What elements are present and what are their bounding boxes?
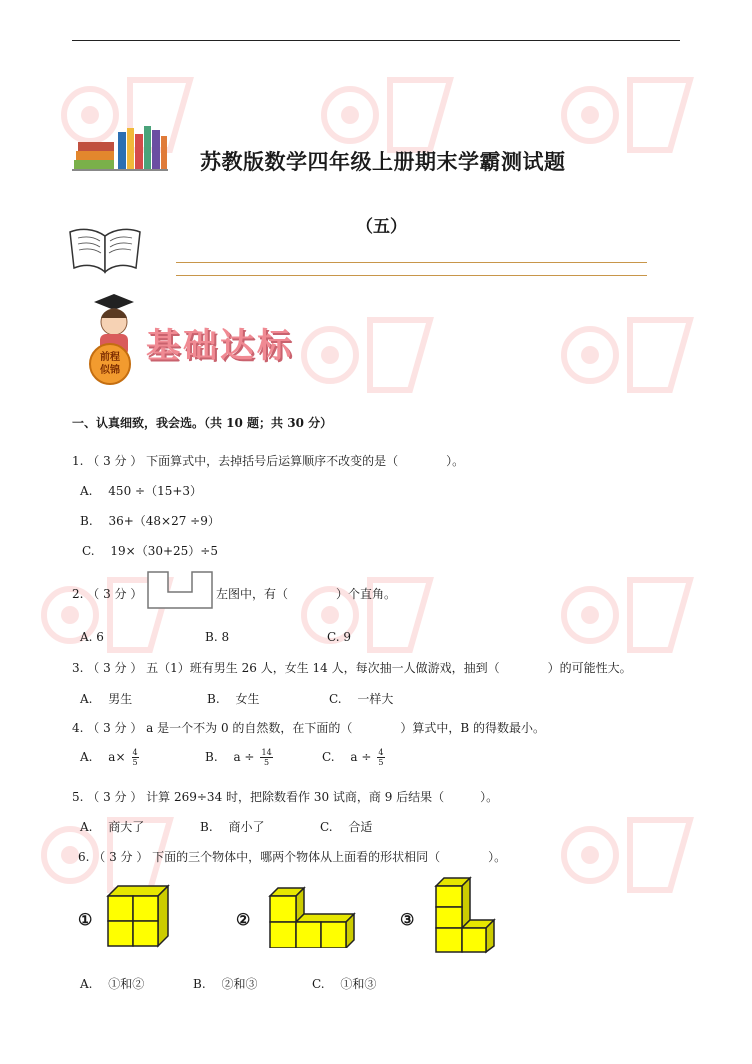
question-1-stem: 1. （ 3 分 ） 下面算式中，去掉括号后运算顺序不改变的是（ ）。: [72, 454, 465, 468]
student-mascot-icon: [74, 292, 146, 388]
question-2-stem-start: 2. （ 3 分 ）: [72, 587, 143, 601]
question-2-stem-end: 左图中，有（ ）个直角。: [216, 587, 397, 601]
section-heading: 一、认真细致，我会选。（共 10 题；共 30 分）: [72, 416, 333, 430]
question-1-option-a: A. 450 ÷（15+3）: [80, 484, 203, 498]
question-2-option-a: A. 6: [80, 630, 104, 644]
title-rule-bottom: [176, 275, 647, 276]
fraction: [260, 748, 272, 767]
fraction: [377, 748, 384, 767]
watermark-logo-icon: [560, 60, 710, 170]
watermark-logo-icon: [560, 560, 710, 670]
watermark-logo-icon: [300, 300, 450, 410]
question-3-option-c: C. 一样大: [329, 692, 394, 706]
question-5-option-b: B. 商小了: [200, 820, 265, 834]
title-rule-top: [176, 262, 647, 263]
question-5-stem: 5. （ 3 分 ） 计算 269÷34 时，把除数看作 30 试商，商 9 后结果（ ）。: [72, 790, 499, 804]
top-rule: [72, 40, 680, 41]
badge-tag-line1: 前程: [100, 352, 120, 363]
cube-figure-3: [432, 876, 496, 954]
fraction-numerator: 4: [378, 748, 384, 757]
question-3-stem: 3. （ 3 分 ） 五（1）班有男生 26 人，女生 14 人，每次抽一人做游戏，抽到（ ）的可能性大。: [72, 661, 632, 675]
figure-label-1: ①: [78, 910, 93, 929]
question-4-stem: 4. （ 3 分 ） a 是一个不为 0 的自然数，在下面的（ ）算式中，B 的得数最小。: [72, 721, 546, 735]
question-1-option-b: B. 36+（48×27 ÷9）: [80, 514, 220, 528]
badge-tag-line2: 似锦: [100, 365, 120, 376]
question-5-option-a: A. 商大了: [80, 820, 145, 834]
cube-figure-1: [106, 884, 170, 948]
watermark-logo-icon: [300, 560, 450, 670]
question-2-option-b: B. 8: [205, 630, 230, 644]
question-2-figure: [146, 570, 214, 610]
question-4-option-b-label: B. a ÷: [205, 750, 255, 764]
watermark-logo-icon: [560, 800, 710, 910]
question-4-option-b: [205, 748, 273, 767]
question-4-option-c: [322, 748, 385, 767]
fraction-denominator: 5: [264, 758, 270, 767]
fraction-denominator: 5: [378, 758, 384, 767]
question-4-option-c-label: C. a ÷: [322, 750, 372, 764]
question-6-stem: 6. （ 3 分 ） 下面的三个物体中，哪两个物体从上面看的形状相同（ ）。: [78, 850, 507, 864]
fraction-numerator: 4: [132, 748, 138, 757]
question-6-option-c: C. ①和③: [312, 977, 377, 991]
cube-figure-2: [264, 884, 356, 948]
question-6-option-b: B. ②和③: [193, 977, 258, 991]
question-4-option-a-label: A. a×: [80, 750, 126, 764]
question-4-option-a: [80, 748, 139, 767]
page-subtitle: （五）: [356, 217, 407, 237]
badge-heading: 基础达标: [146, 326, 294, 366]
question-3-option-b: B. 女生: [207, 692, 260, 706]
question-5-option-c: C. 合适: [320, 820, 373, 834]
fraction-numerator: 14: [261, 748, 272, 757]
question-2-option-c: C. 9: [327, 630, 352, 644]
fraction: [132, 748, 139, 767]
question-6-option-a: A. ①和②: [80, 977, 145, 991]
question-1-option-c: C. 19×（30+25）÷5: [82, 544, 218, 558]
open-book-icon: [66, 222, 144, 278]
page-title: 苏教版数学四年级上册期末学霸测试题: [200, 149, 566, 174]
question-3-option-a: A. 男生: [80, 692, 133, 706]
fraction-denominator: 5: [132, 758, 138, 767]
figure-label-3: ③: [400, 910, 415, 929]
books-icon: [72, 124, 168, 172]
watermark-logo-icon: [560, 300, 710, 410]
figure-label-2: ②: [236, 910, 251, 929]
